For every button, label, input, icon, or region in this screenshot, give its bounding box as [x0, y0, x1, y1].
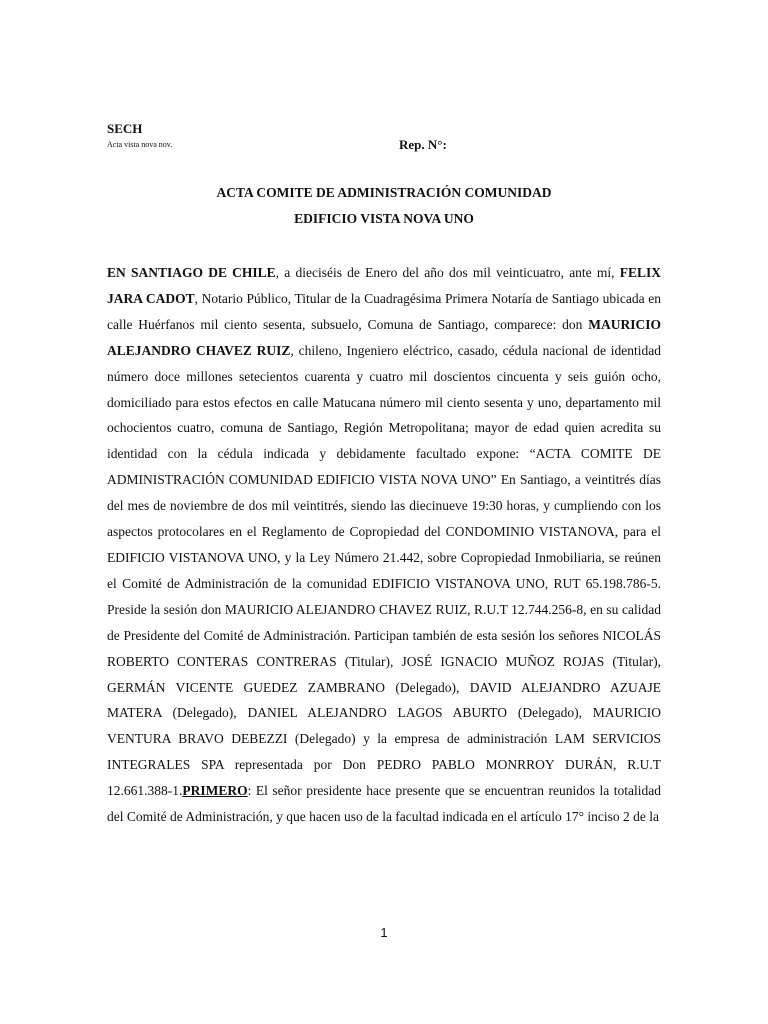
place-name: EN SANTIAGO DE CHILE — [107, 265, 276, 280]
page-number: 1 — [380, 925, 388, 940]
body-text-segment: , Notario Público, Titular de la Cuadragésima Primera Notaría de Santiago ubicada en calle Huérfanos mil ciento sesenta, subsuelo, Comuna de Santiago, comparece: don — [107, 290, 661, 332]
document-body-paragraph — [107, 260, 661, 830]
body-text-segment: , chileno, Ingeniero eléctrico, casado, cédula nacional de identidad número doce millones setecientos cuarenta y cuatro mil doscientos cincuenta y seis guión ocho, domiciliado para estos efectos en calle Matucana número mil ciento sesenta y uno, departamento mil ochocientos cuatro, comuna de Santiago, Región Metropolitana; mayor de edad quien acredita su identidad con la cédula indicada y debidamente facultado expone: “ACTA COMITE DE ADMINISTRACIÓN COMUNIDAD EDIFICIO VISTA NOVA UNO” En Santiago, a veintitrés días del mes de noviembre de dos mil veintitrés, siendo las diecinueve 19:30 horas, y cumpliendo con los aspectos protocolares en el Reglamento de Copropiedad del CONDOMINIO VISTANOVA, para el EDIFICIO VISTANOVA UNO, y la Ley Número 21.442, sobre Copropiedad Inmobiliaria, se reúnen el Comité de Administración de la comunidad EDIFICIO VISTANOVA UNO, RUT 65.198.786-5. Preside la sesión don MAURICIO ALEJANDRO CHAVEZ RUIZ, R.U.T 12.744.256-8, en su calidad de Presidente del Comité de Administración. Participan también de esta sesión los señores NICOLÁS ROBERTO CONTERAS CONTRERAS (Titular), JOSÉ IGNACIO MUÑOZ ROJAS (Titular), GERMÁN VICENTE GUEDEZ ZAMBRANO (Delegado), DAVID ALEJANDRO AZUAJE MATERA (Delegado), DANIEL ALEJANDRO LAGOS ABURTO (Delegado), MAURICIO VENTURA BRAVO DEBEZZI (Delegado) y la empresa de administración LAM SERVICIOS INTEGRALES SPA representada por Don PEDRO PABLO MONRROY DURÁN, R.U.T 12.661.388-1. — [107, 342, 661, 799]
appearer-name: MAURICIO ALEJANDRO CHAVEZ RUIZ — [107, 316, 661, 358]
document-code: SECH — [107, 121, 143, 136]
document-title-line-1: ACTA COMITE DE ADMINISTRACIÓN COMUNIDAD — [216, 185, 552, 200]
section-heading-primero: PRIMERO — [182, 783, 248, 799]
repertory-number-label: Rep. N°: — [399, 137, 447, 152]
notary-name: FELIX JARA CADOT — [107, 265, 661, 306]
document-title-line-2: EDIFICIO VISTA NOVA UNO — [294, 211, 474, 226]
body-text-segment: , a dieciséis de Enero del año dos mil veinticuatro, ante mí, — [275, 265, 620, 280]
body-text-segment: : El señor presidente hace presente que se encuentran reunidos la totalidad del Comité de Administración, y que hacen uso de la facultad indicada en el artículo 17° inciso 2 de la — [107, 783, 661, 825]
document-subtitle: Acta vista nova nov. — [107, 140, 173, 149]
